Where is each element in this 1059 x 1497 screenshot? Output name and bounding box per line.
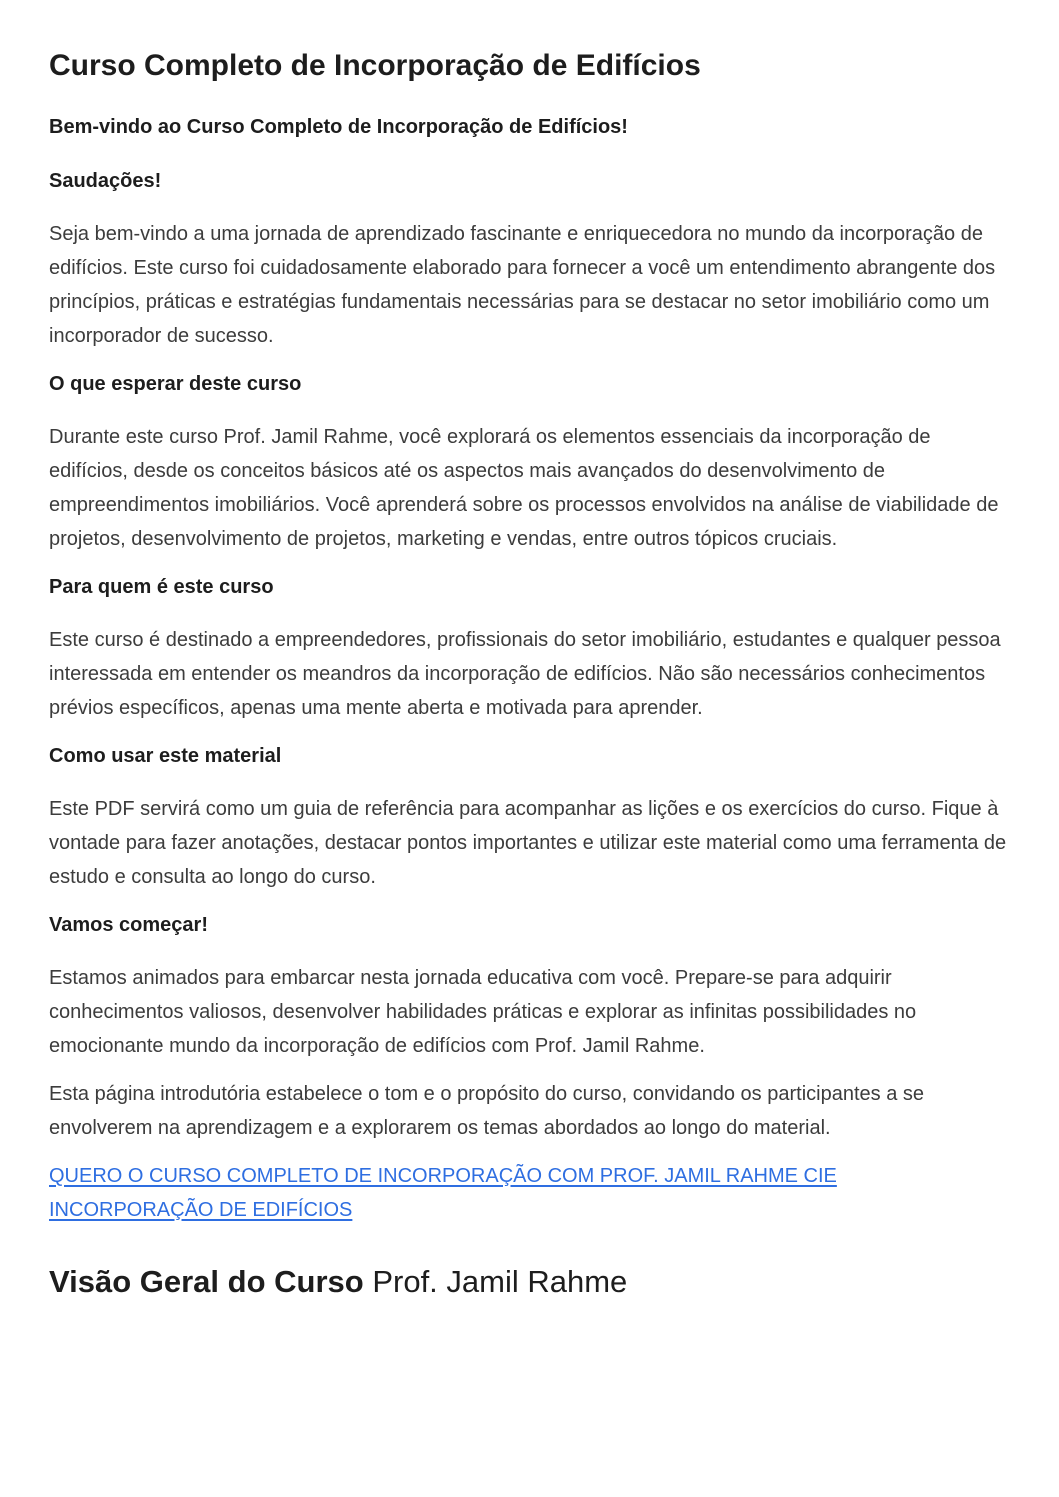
section-heading-como-usar: Como usar este material (49, 744, 282, 767)
paragraph-o-que-esperar: Durante este curso Prof. Jamil Rahme, você explorará os elementos essenciais da incorporação de edifícios, desde os conceitos básicos até os aspectos mais avançados do desenvolvimento de empreendimentos imobiliários. Você aprenderá sobre os processos envolvidos na análise de viabilidade de projetos, desenvolvimento de projetos, marketing e vendas, entre outros tópicos cruciais. (49, 425, 999, 550)
overview-heading-title: Visão Geral do Curso (49, 1263, 364, 1299)
paragraph-pagina-introdutoria: Esta página introdutória estabelece o tom e o propósito do curso, convidando os participantes a se envolverem na aprendizagem e a explorarem os temas abordados ao longo do material. (49, 1082, 924, 1139)
overview-heading-author: Prof. Jamil Rahme (372, 1263, 628, 1299)
overview-heading (49, 1263, 1010, 1302)
course-cta-link[interactable] (49, 1159, 1010, 1227)
page-title: Curso Completo de Incorporação de Edifícios (49, 49, 701, 82)
section-heading-o-que-esperar: O que esperar deste curso (49, 372, 302, 395)
welcome-text: Bem-vindo ao Curso Completo de Incorporação de Edifícios! (49, 115, 628, 138)
section-heading-para-quem: Para quem é este curso (49, 575, 274, 598)
paragraph-como-usar: Este PDF servirá como um guia de referência para acompanhar as lições e os exercícios do curso. Fique à vontade para fazer anotações, destacar pontos importantes e utilizar este material como uma ferramenta de estudo e consulta ao longo do curso. (49, 797, 1007, 888)
course-cta-link-line-1: QUERO O CURSO COMPLETO DE INCORPORAÇÃO COM PROF. JAMIL RAHME CIE (49, 1164, 837, 1187)
paragraph-saudacoes: Seja bem-vindo a uma jornada de aprendizado fascinante e enriquecedora no mundo da incorporação de edifícios. Este curso foi cuidadosamente elaborado para fornecer a você um entendimento abrangente dos princípios, práticas e estratégias fundamentais necessárias para se destacar no setor imobiliário como um incorporador de sucesso. (49, 222, 996, 347)
paragraph-vamos-comecar: Estamos animados para embarcar nesta jornada educativa com você. Prepare-se para adquirir conhecimentos valiosos, desenvolver habilidades práticas e explorar as infinitas possibilidades no emocionante mundo da incorporação de edifícios com Prof. Jamil Rahme. (49, 966, 917, 1057)
course-cta-link-line-2: INCORPORAÇÃO DE EDIFÍCIOS (49, 1198, 353, 1221)
paragraph-para-quem: Este curso é destinado a empreendedores, profissionais do setor imobiliário, estudantes e qualquer pessoa interessada em entender os meandros da incorporação de edifícios. Não são necessários conhecimentos prévios específicos, apenas uma mente aberta e motivada para aprender. (49, 628, 1001, 719)
section-heading-vamos-comecar: Vamos começar! (49, 913, 208, 936)
section-heading-saudacoes: Saudações! (49, 169, 162, 192)
